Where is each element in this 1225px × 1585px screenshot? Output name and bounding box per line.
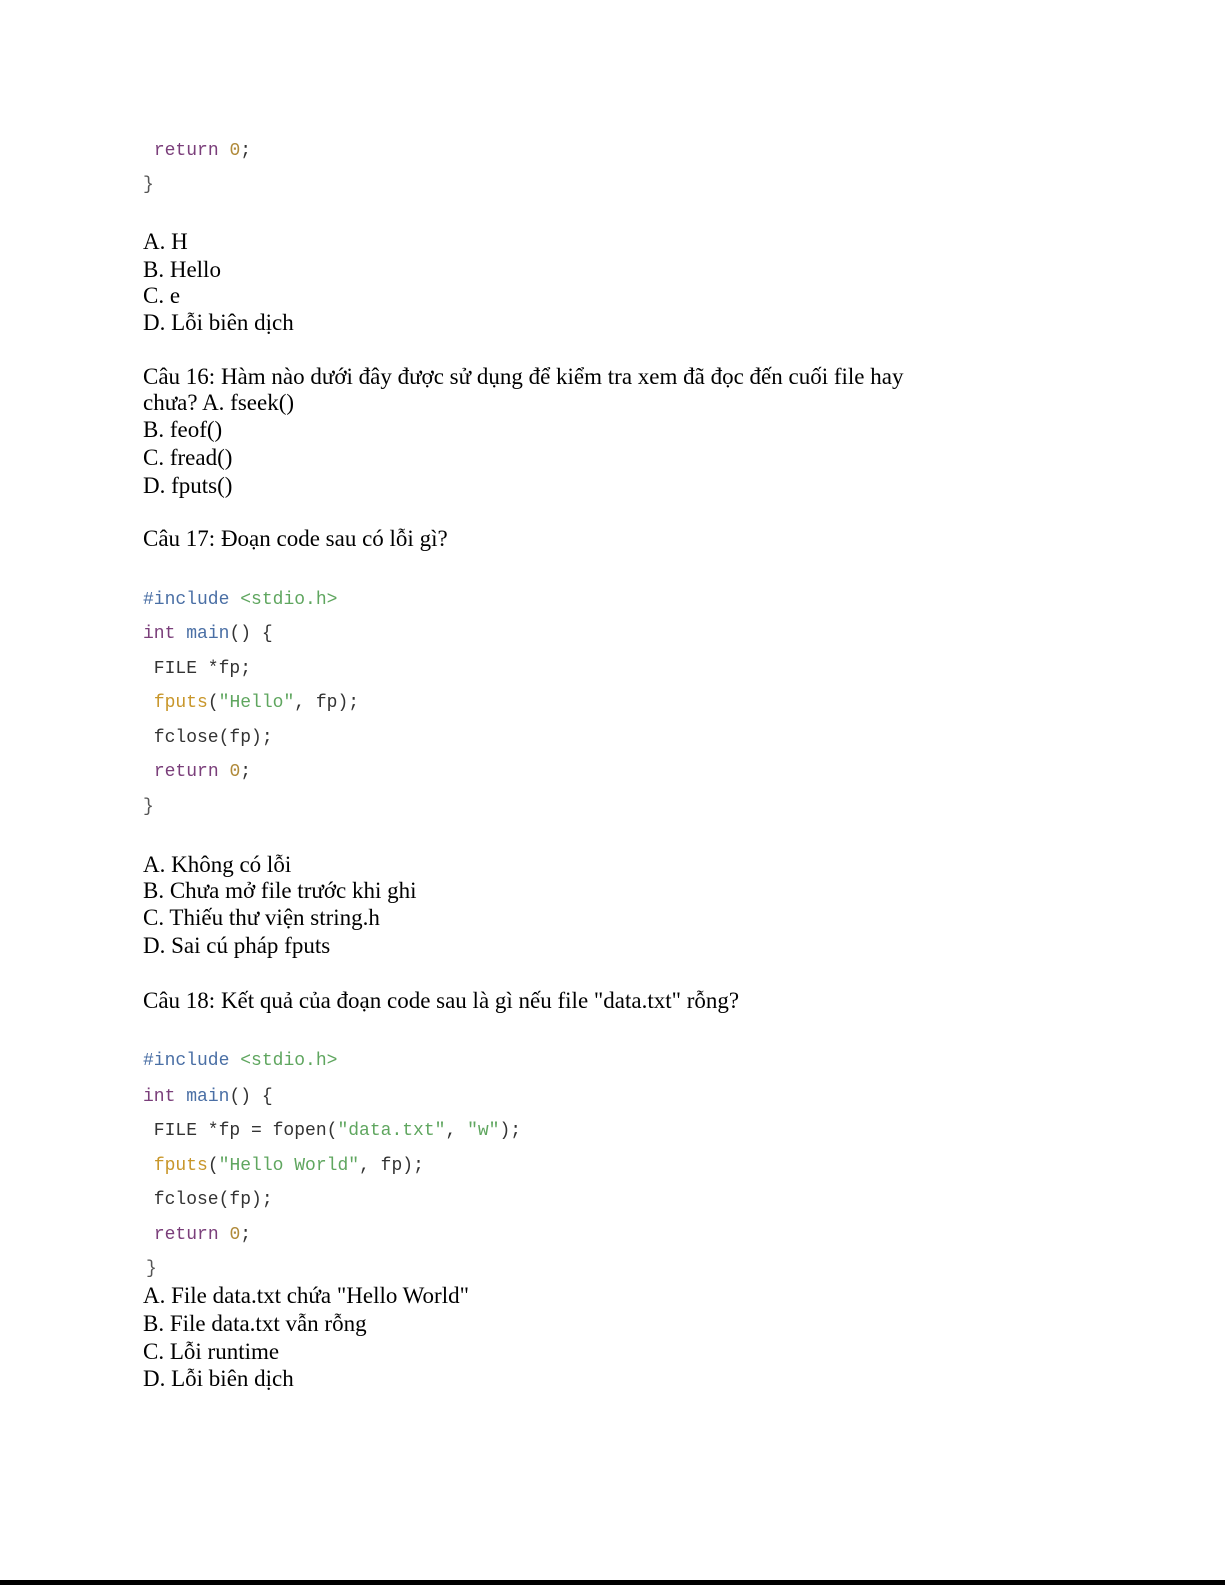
q18-option-d: D. Lỗi biên dịch (143, 1366, 294, 1391)
q18-code-include (143, 1050, 337, 1072)
include-header: <stdio.h> (240, 1051, 338, 1071)
main-function: main (186, 1087, 230, 1107)
page-bottom-border (0, 1580, 1225, 1585)
q16-option-b: B. feof() (143, 417, 223, 442)
code-line-return (143, 140, 251, 162)
q15-option-d: D. Lỗi biên dịch (143, 310, 294, 335)
q17-question: Câu 17: Đoạn code sau có lỗi gì? (143, 526, 448, 551)
return-keyword: return (153, 141, 219, 161)
include-directive: #include (143, 590, 230, 610)
q17-option-d: D. Sai cú pháp fputs (143, 933, 331, 958)
q17-option-a: A. Không có lỗi (143, 852, 292, 877)
q18-code-fputs (143, 1155, 424, 1177)
fopen-filename: "data.txt" (337, 1121, 446, 1141)
return-value: 0 (229, 1225, 241, 1245)
int-keyword: int (143, 624, 176, 644)
main-function: main (186, 624, 230, 644)
q17-code-file-decl: FILE *fp; (143, 659, 252, 679)
q17-code-fclose: fclose(fp); (143, 728, 273, 748)
fopen-separator: , (445, 1121, 468, 1141)
q17-code-include (143, 589, 337, 611)
int-keyword: int (143, 1087, 176, 1107)
q17-code-close-brace: } (143, 797, 154, 817)
code-close-brace: } (143, 175, 154, 195)
q18-code-close-brace: } (146, 1259, 157, 1279)
return-value: 0 (229, 141, 241, 161)
q17-code-main (143, 623, 273, 645)
include-header: <stdio.h> (240, 590, 338, 610)
q16-option-d: D. fputs() (143, 473, 233, 498)
return-keyword: return (153, 1225, 219, 1245)
fopen-mode: "w" (467, 1121, 500, 1141)
paren-open: ( (207, 1156, 219, 1176)
q16-question-line1: Câu 16: Hàm nào dưới đây được sử dụng để kiểm tra xem đã đọc đến cuối file hay (143, 364, 904, 389)
q17-code-fputs (143, 692, 359, 714)
q18-code-main (143, 1086, 273, 1108)
fputs-function: fputs (153, 693, 208, 713)
fopen-suffix: ); (499, 1121, 522, 1141)
q18-code-return (143, 1224, 251, 1246)
semicolon: ; (240, 141, 252, 161)
paren-open: ( (207, 693, 219, 713)
q17-option-c: C. Thiếu thư viện string.h (143, 905, 380, 930)
include-directive: #include (143, 1051, 230, 1071)
q18-question: Câu 18: Kết quả của đoạn code sau là gì nếu file "data.txt" rỗng? (143, 988, 740, 1013)
q18-code-fopen (143, 1120, 521, 1142)
fputs-args: , fp); (359, 1156, 424, 1176)
q18-code-fclose: fclose(fp); (143, 1190, 273, 1210)
q15-option-b: B. Hello (143, 257, 221, 282)
q15-option-a: A. H (143, 229, 188, 254)
return-value: 0 (229, 762, 241, 782)
string-literal: "Hello" (218, 693, 295, 713)
q17-code-return (143, 761, 251, 783)
fopen-prefix: FILE *fp = fopen( (143, 1121, 338, 1141)
q16-option-c: C. fread() (143, 445, 233, 470)
fputs-function: fputs (153, 1156, 208, 1176)
return-keyword: return (153, 762, 219, 782)
q17-option-b: B. Chưa mở file trước khi ghi (143, 878, 417, 903)
q15-option-c: C. e (143, 283, 181, 308)
q18-option-c: C. Lỗi runtime (143, 1339, 280, 1364)
q16-question-line2: chưa? A. fseek() (143, 390, 295, 415)
semicolon: ; (240, 762, 252, 782)
main-signature: () { (229, 624, 273, 644)
fputs-args: , fp); (294, 693, 360, 713)
q18-option-b: B. File data.txt vẫn rỗng (143, 1311, 367, 1336)
q18-option-a: A. File data.txt chứa "Hello World" (143, 1283, 469, 1308)
string-literal: "Hello World" (218, 1156, 360, 1176)
main-signature: () { (229, 1087, 273, 1107)
semicolon: ; (240, 1225, 252, 1245)
